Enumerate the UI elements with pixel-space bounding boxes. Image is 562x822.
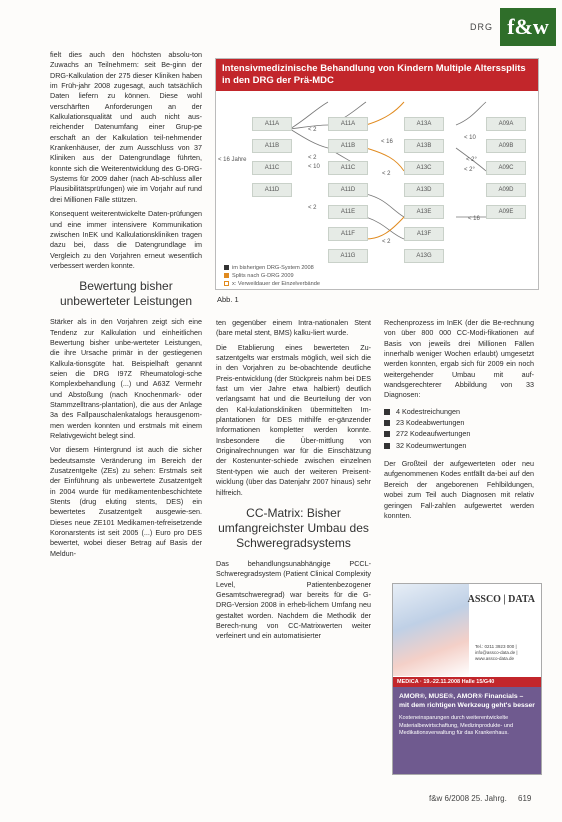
- paragraph: ten gegenüber einem Intra-nationalen Stent (bare metal stent, BMS) kalku-liert wurde.: [216, 318, 371, 338]
- split-annotation: < 2: [308, 155, 317, 161]
- split-annotation: < 2: [382, 239, 391, 245]
- drg-node: A13C: [404, 161, 444, 175]
- split-annotation: < 16: [381, 139, 393, 145]
- drg-node: A11C: [252, 161, 292, 175]
- split-annotation: < 2: [308, 205, 317, 211]
- split-annotation: < 2°: [466, 157, 477, 163]
- drg-node: A13F: [404, 227, 444, 241]
- advertisement[interactable]: [392, 583, 542, 775]
- column-2: [216, 318, 371, 646]
- ad-logo: ASSCO | DATA: [467, 594, 535, 605]
- paragraph: Stärker als in den Vorjahren zeigt sich eine Tendenz zur Kalkulation und einheitlichen Bewertung bisher unbe-werteter Leistungen, die ihre Ursache primär in der gestiegenen Kalkula-tionsgüte hat. Beispielhaft genannt seien die DRG I97Z Rheumatologi-sche Komplexbehandlung (...) und A63Z Vermehr und Abstoßung (nach Knochenmark- oder Stammzelltrans-plantation), die aus der Anlage 3a des Fallpauschalenkatalogs herausgenom-men werden konnten und erstmals mit einem Relativgewicht belegt sind.: [50, 317, 202, 440]
- ad-event-strip: MEDICA · 19.-22.11.2008 Halle 15/G40: [393, 677, 541, 687]
- drg-node: A13D: [404, 183, 444, 197]
- drg-node: A11F: [328, 227, 368, 241]
- journal-logo: f&w: [500, 8, 556, 46]
- split-annotation: < 2: [308, 127, 317, 133]
- list-item: 23 Kodeabwertungen: [384, 418, 534, 428]
- bullet-list: [384, 407, 534, 451]
- ad-contact: Tel.: 0211 3923 000 | info@assco-data.de | www.assco-data.de: [475, 644, 518, 661]
- ad-body: [393, 687, 541, 774]
- split-annotation: < 2°: [464, 167, 475, 173]
- journal-footer: f&w 6/2008 25. Jahrg.: [429, 794, 507, 803]
- paragraph: Das behandlungsunabhängige PCCL-Schweregradsystem (Patient Clinical Complexity Level, Patientenbezogener Gesamtschweregrad) war bereits für die G-DRG-Version 2008 in erheb-lichem Umfang neu gestaltet worden. Nachdem die Methodik der Berech-nung von CC-Matrixwerten weiter verfeinert und ein automatisierter: [216, 558, 371, 641]
- drg-node: A11A: [252, 117, 292, 131]
- split-annotation: < 2: [382, 171, 391, 177]
- figure-caption: Abb. 1: [217, 295, 239, 304]
- ad-text: Kosteneinsparungen durch weiterentwickelte Materialbewirtschaftung, Medizinprodukte- und Medikationsverwaltung für das Krankenhaus.: [399, 715, 514, 736]
- drg-node: A11G: [328, 249, 368, 263]
- paragraph: Rechenprozess im InEK (der die Be-rechnung von über 800 000 CC-Modi-fikationen auf Basis von jeweils drei Millionen Fällen innerhalb weniger Wochen erlaubt) umgesetzt werden konnten, ergab sich für 2009 ein noch weitergehender Umbau mit auf-wandsgerechterer Abbildung von 33 Diagnosen:: [384, 318, 534, 400]
- legend-item: im bisherigen DRG-System 2008: [224, 265, 314, 271]
- drg-node: A11A: [328, 117, 368, 131]
- paragraph: fielt dies auch den höchsten absolu-ton Zuwachs an Teilnehmern: seit Be-ginn der DRG-Kalkulation der 275 dieser Kliniken haben im Früh-jahr 2008 zugesagt, auch tatsächlich Daten liefern zu können. Diese wohl verschärften Anforderungen an der Kalkulationsqualität und auch nicht aus-reichender Datenumfang einer Grup-pe erschaft an der Kalkulation teil-nehmender Krankenhäuser, der zum Ausschluss von 37 Kliniken aus der Datengrundlage führten, konnte sich die Weiterentwicklung des G-DRG-Systems für 2009 daher (nach Ab-schluss aller Plausibilitätsprüfungen) wie im Vorjahr auf rund drei Millionen Fälle stützen.: [50, 50, 202, 204]
- drg-node: A11C: [328, 161, 368, 175]
- section-heading: Bewertung bisher unbewerteter Leistungen: [59, 279, 193, 309]
- split-annotation: < 16: [468, 216, 480, 222]
- list-item: 272 Kodeaufwertungen: [384, 429, 534, 439]
- legend-swatch: [224, 265, 229, 270]
- drg-node: A13G: [404, 249, 444, 263]
- paragraph: Der Großteil der aufgewerteten oder neu aufgenommenen Kodes entfällt da-bei auf den Bereich der angeborenen Fehlbildungen, wobei zum Teil auch Diagnosen mit relativ geringen Fall-zahlen aufgewertet werden konnten.: [384, 459, 534, 520]
- figure-box: [215, 58, 539, 290]
- section-label: DRG: [470, 22, 493, 32]
- drg-node: A11B: [252, 139, 292, 153]
- drg-node: A09D: [486, 183, 526, 197]
- list-item: 32 Kodeumwertungen: [384, 441, 534, 451]
- legend-swatch: [224, 273, 229, 278]
- page-number: 619: [518, 794, 532, 803]
- drg-node: A11B: [328, 139, 368, 153]
- drg-node: A09B: [486, 139, 526, 153]
- figure-title: Intensivmedizinische Behandlung von Kindern Multiple Alterssplits in den DRG der Prä-MDC: [216, 59, 538, 91]
- drg-node: A09A: [486, 117, 526, 131]
- drg-node: A11E: [328, 205, 368, 219]
- legend-item: x: Verweildauer der Einzelverbände: [224, 281, 320, 287]
- paragraph: Konsequent weiterentwickelte Daten-prüfungen und eine immer intensivere Kommunikation zwischen InEK und Kalkulationskliniken tragen dazu bei, dass die Datengrundlage im Vergleich zu den Vorjahren erneut wesentlich verbessert werden konnte.: [50, 209, 202, 270]
- drg-node: A13E: [404, 205, 444, 219]
- paragraph: Vor diesem Hintergrund ist auch die sicher bedeutsamste Veränderung im Bereich der Zusatzentgelte (ZEs) zu sehen: Erstmals seit der Einführung als unbewertete Zusatzentgelt in 2004 wurde für medikamentenbeschichtete Stents (drug eluting stents, DES) ein bewertetes Zusatzentgelt ausgewie-sen. Dieses neue ZE101 Medikamen-tefreisetzende Koronarstents ist seit 2005 (...) Euro pro DES bewertet, wobei dieser Betrag auf Basis der Meldun-: [50, 445, 202, 558]
- split-annotation: < 10: [464, 135, 476, 141]
- list-item: 4 Kodestreichungen: [384, 407, 534, 417]
- split-annotation: < 10: [308, 164, 320, 170]
- drg-node: A11D: [328, 183, 368, 197]
- column-3: [384, 318, 534, 525]
- split-annotation: < 16 Jahre: [218, 157, 247, 163]
- drg-node: A09E: [486, 205, 526, 219]
- legend-item: Splits nach G-DRG 2009: [224, 273, 294, 279]
- column-1: [50, 50, 202, 563]
- paragraph: Die Etablierung eines bewerteten Zu-satzentgelts war erstmals möglich, weil sich die in den Vorjahren zu be-obachtende deutliche Preis-entwicklung (der Stückpreis nahm bei DES fast um vier Jahre etwa halbiert) deutlich verlangsamt hat und die Beurteilung der von den Kal-kulationskliniken übermittelten Im-plantationen für DES mithilfe er-gänzender Informationen kompletter werden konnte. Insbesondere die Über-mittlung von Originalrechnungen war für die Einschätzung der Kostenunter-schiede zwischen einzelnen Stent-typen wie auch der weiteren Preisent-wicklung (über das Datenjahr 2007 hinaus) sehr hilfreich.: [216, 342, 371, 497]
- drg-node: A13A: [404, 117, 444, 131]
- section-heading: CC-Matrix: Bisher umfangreichster Umbau des Schweregradsystems: [218, 505, 369, 550]
- ad-headline: AMOR®, MUSE®, AMOR® Financials – mit dem richtigen Werkzeug geht's besser: [399, 693, 535, 709]
- legend-swatch: [224, 281, 229, 286]
- drg-node: A09C: [486, 161, 526, 175]
- drg-node: A13B: [404, 139, 444, 153]
- drg-node: A11D: [252, 183, 292, 197]
- ad-image: [393, 584, 469, 676]
